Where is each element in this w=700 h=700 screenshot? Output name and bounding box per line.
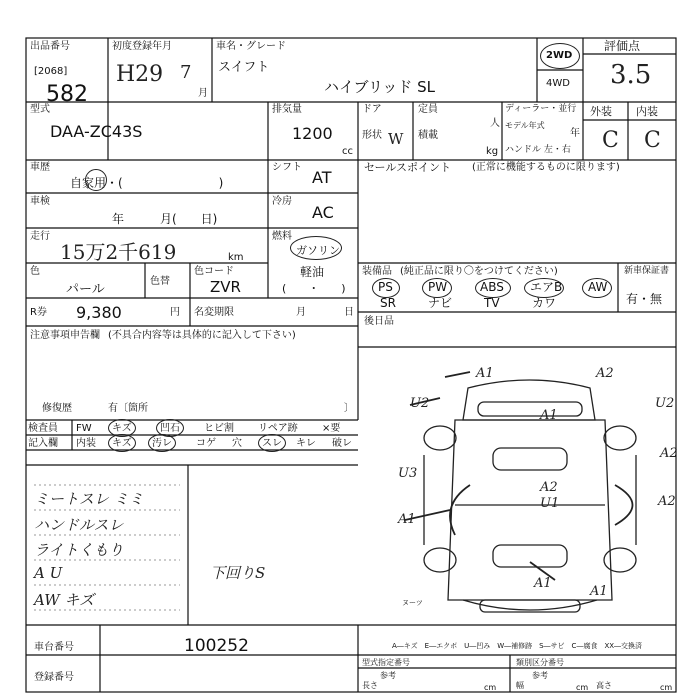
year-unit: 年 [570, 128, 580, 139]
color-change-label: 色替 [150, 276, 170, 287]
color-value: パール [66, 282, 105, 297]
interior-label: 内装 [636, 105, 658, 118]
handle-label: ハンドル 左・右 [505, 145, 571, 155]
km-unit: km [228, 252, 244, 263]
mileage-value: 15万2千619 [60, 240, 177, 264]
inspection-label: 車検 [30, 196, 50, 207]
aircon-value: AC [312, 203, 334, 222]
sales-point-note: (正常に機能するものに限ります) [472, 162, 620, 173]
insp-int-scratch-circle [108, 434, 136, 452]
equipment-note: (純正品に限り〇をつけてください) [400, 266, 558, 277]
history-circle [85, 169, 107, 191]
shape: W [388, 130, 404, 148]
insp-int-scratch: キズ [112, 438, 132, 449]
model: DAA-ZC43S [50, 122, 143, 141]
door-label: ドア [362, 104, 382, 115]
mark-13: A1 [590, 584, 608, 599]
height-label: 高さ [596, 681, 612, 690]
insp-crack: ヒビ割 [204, 423, 234, 434]
mark-2: A2 [596, 366, 614, 381]
month-unit: 月 [198, 88, 208, 99]
hw-note-5: AW キズ [34, 591, 95, 609]
yen-unit: 円 [170, 307, 180, 318]
mark-8: A2 [540, 480, 558, 495]
equip-ps-circle [372, 278, 400, 298]
fuel-label: 燃料 [272, 231, 292, 242]
recycle-label: R券 [30, 307, 47, 318]
interior-grade: C [644, 128, 661, 153]
model-year-label: モデル年式 [505, 121, 545, 130]
load-label: 積載 [418, 130, 438, 141]
after-install-label: 後日品 [364, 316, 394, 327]
displacement-label: 排気量 [272, 104, 302, 115]
aircon-label: 冷房 [272, 196, 292, 207]
insp-int-rub: スレ [262, 438, 282, 449]
hw-note-4: A U [34, 564, 63, 582]
equip-pw-circle [422, 278, 452, 298]
dealer-label: ディーラー・並行 [505, 104, 577, 114]
equip-navi: ナビ [428, 296, 453, 310]
insp-int-cut: キレ [296, 438, 316, 449]
mark-3: U2 [410, 396, 430, 411]
width-cm: cm [576, 683, 589, 692]
insp-int-hole: 穴 [232, 438, 242, 449]
capacity-label: 定員 [418, 104, 438, 115]
grade: ハイブリッド SL [324, 78, 435, 96]
length-cm: cm [484, 683, 497, 692]
exterior-label: 外装 [590, 105, 612, 118]
registration-label: 登録番号 [34, 672, 74, 683]
score-label: 評価点 [604, 39, 641, 53]
recycle-day: 日 [344, 307, 354, 318]
equip-aw: AW [588, 280, 608, 294]
height-cm: cm [660, 683, 673, 692]
repair-value: 有〔箇所 [108, 403, 148, 414]
diagram-front-label: ヌーツ [402, 599, 423, 607]
insp-int-burn: コゲ [196, 438, 216, 449]
insp-chip: 凹石 [160, 423, 180, 434]
insp-repair-trace: リペア跡 [258, 423, 298, 434]
length-label: 長さ [362, 681, 378, 690]
mileage-label: 走行 [30, 231, 50, 242]
hw-note-2: ハンドルスレ [34, 516, 124, 534]
mark-1: A1 [476, 366, 494, 381]
insp-int-dirt: 汚レ [152, 438, 172, 449]
hw-note-1: ミートスレ ミミ [34, 490, 144, 508]
recycle-value: 9,380 [76, 303, 122, 322]
exterior-grade: C [602, 128, 619, 153]
insp-scratch: キズ [112, 423, 132, 434]
drive-4wd: 4WD [546, 78, 570, 89]
repair-close: 〕 [344, 403, 354, 414]
recycle-month: 月 [296, 307, 306, 318]
chassis-value: 100252 [184, 636, 249, 656]
mark-5: U2 [655, 396, 675, 411]
car-diagram [424, 380, 636, 612]
repair-label: 修復歴 [42, 403, 72, 414]
first-reg-label: 初度登録年月 [112, 41, 172, 52]
fuel-paren: ( ・ ) [282, 282, 346, 295]
insp-interior: 内装 [76, 438, 96, 449]
equip-abs-circle [475, 278, 511, 298]
mark-11: A2 [658, 494, 676, 509]
model-cert-label: 型式指定番号 [362, 658, 410, 667]
equip-airbag: エアB [530, 280, 563, 294]
shift-label: シフト [272, 162, 302, 173]
inspection-value: 年 月( 日) [112, 212, 218, 226]
fuel-gasoline: ガソリン [296, 244, 340, 257]
insp-int-tear: 破レ [332, 438, 352, 449]
inspector-label-2: 記入欄 [28, 438, 58, 449]
notes-note: (不具合内容等は具体的に記入して下さい) [108, 330, 296, 341]
color-code: ZVR [210, 278, 241, 296]
mark-12: A1 [534, 576, 552, 591]
equip-pw: PW [428, 280, 448, 294]
shape-label: 形状 [362, 130, 382, 141]
shift-value: AT [312, 168, 332, 187]
equip-sr: SR [380, 296, 396, 310]
era-year: H29 [116, 62, 164, 87]
hw-note-underbody: 下回りS [210, 564, 266, 582]
equipment-label: 装備品 [362, 266, 392, 277]
person-unit: 人 [490, 118, 500, 129]
car-grade-label: 車名・グレード [216, 41, 286, 52]
chassis-label: 車台番号 [34, 642, 74, 653]
inspector-label-1: 検査員 [28, 423, 58, 434]
fuel-diesel: 軽油 [300, 265, 325, 279]
displacement: 1200 [292, 124, 333, 143]
car-name: スイフト [218, 60, 270, 75]
history-label: 車歴 [30, 162, 50, 173]
notes-label: 注意事項申告欄 [30, 330, 100, 341]
score: 3.5 [610, 60, 652, 90]
warranty-value: 有・無 [626, 292, 663, 306]
drive-2wd: 2WD [546, 50, 573, 61]
insp-fw: FW [76, 423, 92, 434]
mark-7: U3 [398, 466, 418, 481]
history-value: 自家用・( ) [70, 176, 224, 190]
mark-6: A2 [660, 446, 678, 461]
insp-int-rub-circle [258, 434, 286, 452]
cc-unit: cc [342, 146, 353, 157]
equip-tv: TV [484, 296, 500, 310]
equip-ps: PS [378, 280, 393, 294]
ref-label: 参考 [380, 671, 396, 680]
width-label: 幅 [516, 681, 524, 690]
reg-month: 7 [180, 62, 192, 83]
fuel-circle [290, 236, 342, 260]
color-label: 色 [30, 266, 40, 277]
sales-point-label: セールスポイント [364, 161, 452, 174]
equip-leather: カワ [532, 296, 557, 310]
mark-10: A1 [398, 512, 416, 527]
lot-label: 出品番号 [30, 41, 70, 52]
lot-number: 582 [46, 82, 88, 107]
tax-label: 名変期限 [194, 307, 234, 318]
equip-airbag-circle [524, 278, 564, 298]
color-code-label: 色コード [194, 266, 234, 277]
lot-sub: [2068] [34, 66, 68, 77]
diagram-legend: A―キズ E―エクボ U―凹み W―補修跡 S―サビ C―腐食 XX―交換済 [392, 642, 643, 650]
equip-abs: ABS [480, 280, 504, 294]
ref-label-2: 参考 [532, 671, 548, 680]
equip-aw-circle [582, 278, 612, 298]
insp-need: ×要 [322, 423, 341, 434]
mark-4: A1 [540, 408, 558, 423]
insp-int-dirt-circle [148, 434, 176, 452]
model-label: 型式 [30, 104, 50, 115]
mark-9: U1 [540, 496, 560, 511]
category-label: 類別区分番号 [516, 658, 564, 667]
hw-note-3: ライトくもり [34, 541, 124, 559]
kg-unit: kg [486, 146, 499, 157]
warranty-label: 新車保証書 [624, 266, 670, 276]
